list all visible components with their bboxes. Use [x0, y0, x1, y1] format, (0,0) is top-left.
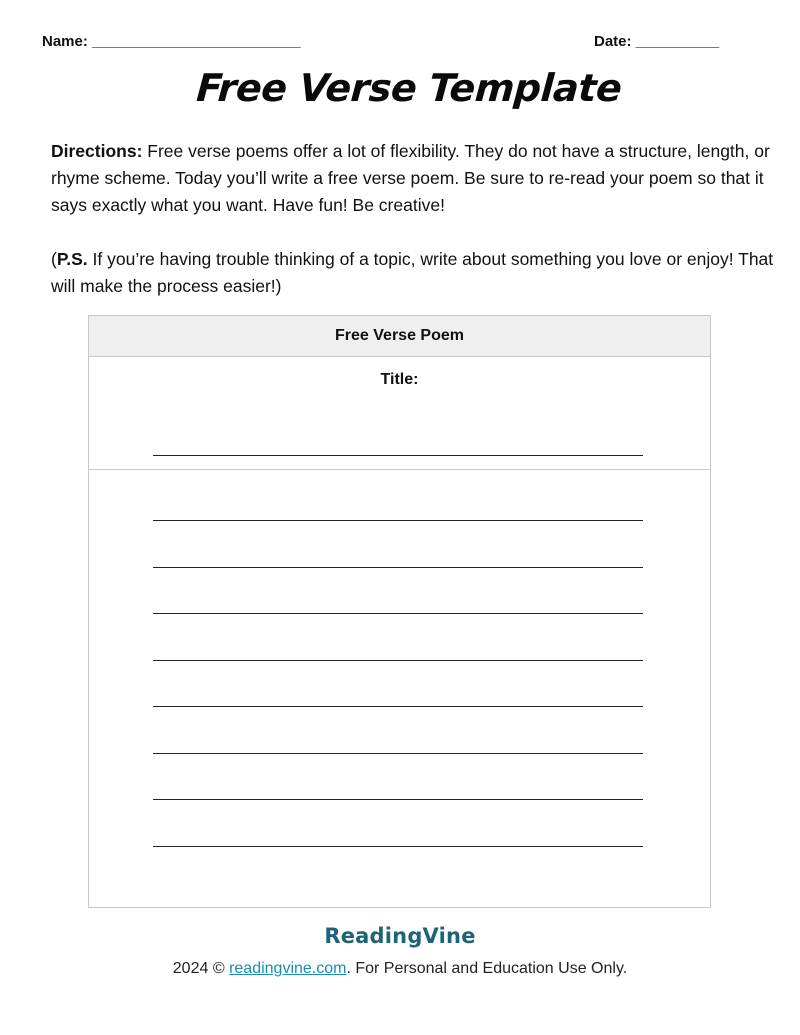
ps-paragraph [51, 246, 776, 300]
ps-label: P.S. [56, 249, 88, 269]
poem-write-line[interactable] [153, 567, 643, 568]
page-title: Free Verse Template [195, 66, 623, 110]
poem-write-line[interactable] [153, 846, 643, 847]
readingvine-logo: ReadingVine [324, 924, 476, 948]
name-field [42, 33, 301, 50]
copyright-suffix: . For Personal and Education Use Only. [346, 960, 628, 977]
name-blank: _________________________ [92, 33, 301, 50]
directions-text: Free verse poems offer a lot of flexibility. They do not have a structure, length, or rhyme scheme. Today you’ll write a free verse poem. Be sure to re-read your poem so that it says exactly what you want. Have fun! Be creative! [51, 141, 770, 215]
title-write-line[interactable] [153, 455, 643, 456]
poem-write-line[interactable] [153, 706, 643, 707]
readingvine-link[interactable]: readingvine.com [229, 960, 347, 977]
date-label: Date: [594, 33, 632, 50]
footer-copyright [0, 960, 800, 978]
ps-text: If you’re having trouble thinking of a topic, write about something you love or enjoy! That will make the process easier!) [51, 249, 774, 296]
poem-write-line[interactable] [153, 660, 643, 661]
poem-header: Free Verse Poem [89, 316, 710, 357]
poem-box [88, 315, 711, 908]
poem-write-line[interactable] [153, 799, 643, 800]
directions-label: Directions: [51, 141, 143, 161]
poem-write-line[interactable] [153, 520, 643, 521]
poem-title-row [89, 357, 710, 470]
poem-title-label: Title: [380, 371, 419, 388]
ps-open: ( [51, 249, 57, 269]
poem-write-line[interactable] [153, 753, 643, 754]
poem-write-line[interactable] [153, 613, 643, 614]
copyright-prefix: 2024 © [172, 960, 230, 977]
poem-lines-area [89, 470, 710, 908]
date-field [594, 33, 719, 50]
directions-paragraph [51, 138, 776, 219]
name-label: Name: [42, 33, 88, 50]
date-blank: __________ [635, 33, 720, 50]
